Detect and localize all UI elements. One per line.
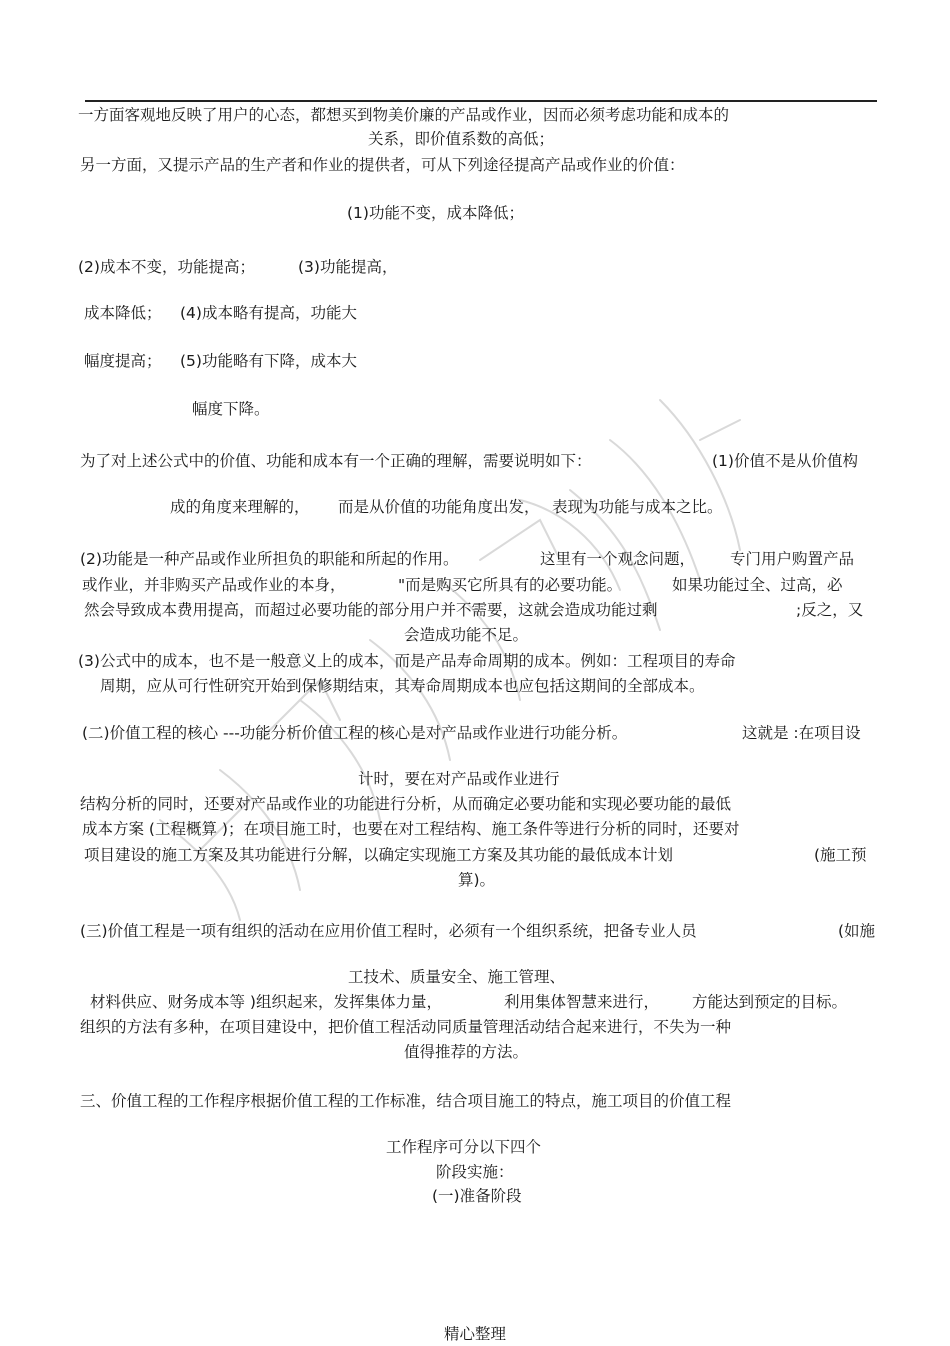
text-line: 会造成功能不足。 bbox=[404, 626, 529, 644]
text-line: 周期，应从可行性研究开始到保修期结束，其寿命周期成本也应包括这期间的全部成本。 bbox=[100, 677, 705, 695]
text-line: (1)功能不变，成本降低； bbox=[347, 204, 524, 222]
text-line: (4)成本略有提高，功能大 bbox=[180, 304, 357, 322]
text-line: 三、价值工程的工作程序根据价值工程的工作标准，结合项目施工的特点，施工项目的价值工程 bbox=[80, 1092, 732, 1110]
text-line: 成的角度来理解的， bbox=[170, 498, 310, 516]
text-line: 方能达到预定的目标。 bbox=[692, 993, 848, 1011]
text-line: 幅度提高； bbox=[84, 352, 162, 370]
text-line: 阶段实施： bbox=[436, 1163, 514, 1181]
text-line: (如施 bbox=[838, 922, 876, 940]
text-line: (1)价值不是从价值构 bbox=[712, 452, 858, 470]
text-line: 值得推荐的方法。 bbox=[404, 1043, 529, 1061]
text-line: 利用集体智慧来进行， bbox=[504, 993, 660, 1011]
text-line: "而是购买它所具有的必要功能。 bbox=[398, 576, 623, 594]
text-line: (三)价值工程是一项有组织的活动在应用价值工程时，必须有一个组织系统，把备专业人员 bbox=[80, 922, 697, 940]
text-line: 工技术、质量安全、施工管理、 bbox=[348, 968, 566, 986]
text-line: 为了对上述公式中的价值、功能和成本有一个正确的理解，需要说明如下： bbox=[80, 452, 592, 470]
text-line: (5)功能略有下降，成本大 bbox=[180, 352, 357, 370]
text-line: ;反之，又 bbox=[796, 601, 864, 619]
text-line: (3)功能提高， bbox=[298, 258, 398, 276]
text-line: 关系，即价值系数的高低； bbox=[368, 130, 555, 148]
text-line: (2)成本不变，功能提高； bbox=[78, 258, 255, 276]
text-line: 这就是 :在项目设 bbox=[742, 724, 861, 742]
text-line: 如果功能过全、过高，必 bbox=[672, 576, 843, 594]
text-line: (一)准备阶段 bbox=[432, 1187, 522, 1205]
text-line: 项目建设的施工方案及其功能进行分解，以确定实现施工方案及其功能的最低成本计划 bbox=[84, 846, 674, 864]
text-line: 或作业，并非购买产品或作业的本身， bbox=[82, 576, 346, 594]
text-line: (3)公式中的成本，也不是一般意义上的成本，而是产品寿命周期的成本。例如：工程项目的寿命 bbox=[78, 652, 736, 670]
text-line: 一方面客观地反映了用户的心态，都想买到物美价廉的产品或作业，因而必须考虑功能和成本的 bbox=[78, 106, 730, 124]
text-line: 成本方案 (工程概算 )；在项目施工时，也要在对工程结构、施工条件等进行分析的同时，还要对 bbox=[82, 820, 740, 838]
text-line: 结构分析的同时，还要对产品或作业的功能进行分析，从而确定必要功能和实现必要功能的最低 bbox=[80, 795, 732, 813]
text-line: 而是从价值的功能角度出发， bbox=[338, 498, 540, 516]
text-line: 成本降低； bbox=[84, 304, 162, 322]
text-line: (二)价值工程的核心 ---功能分析价值工程的核心是对产品或作业进行功能分析。 bbox=[82, 724, 628, 742]
text-line: 这里有一个观念问题， bbox=[540, 550, 696, 568]
text-line: 组织的方法有多种，在项目建设中，把价值工程活动同质量管理活动结合起来进行，不失为一种 bbox=[80, 1018, 732, 1036]
text-line: 表现为功能与成本之比。 bbox=[552, 498, 723, 516]
text-line: 另一方面，又提示产品的生产者和作业的提供者，可从下列途径提高产品或作业的价值： bbox=[80, 156, 685, 174]
text-line: 专门用户购置产品 bbox=[730, 550, 855, 568]
text-line: (施工预 bbox=[814, 846, 867, 864]
page-footer: 精心整理 bbox=[443, 1325, 506, 1343]
text-line: 算)。 bbox=[458, 871, 496, 889]
text-line: 然会导致成本费用提高，而超过必要功能的部分用户并不需要，这就会造成功能过剩 bbox=[84, 601, 658, 619]
text-line: 工作程序可分以下四个 bbox=[386, 1138, 542, 1156]
text-line: (2)功能是一种产品或作业所担负的职能和所起的作用。 bbox=[80, 550, 459, 568]
text-line: 材料供应、财务成本等 )组织起来，发挥集体力量， bbox=[90, 993, 442, 1011]
text-line: 幅度下降。 bbox=[192, 400, 270, 418]
text-line: 计时，要在对产品或作业进行 bbox=[358, 770, 560, 788]
header-rule bbox=[85, 100, 877, 102]
